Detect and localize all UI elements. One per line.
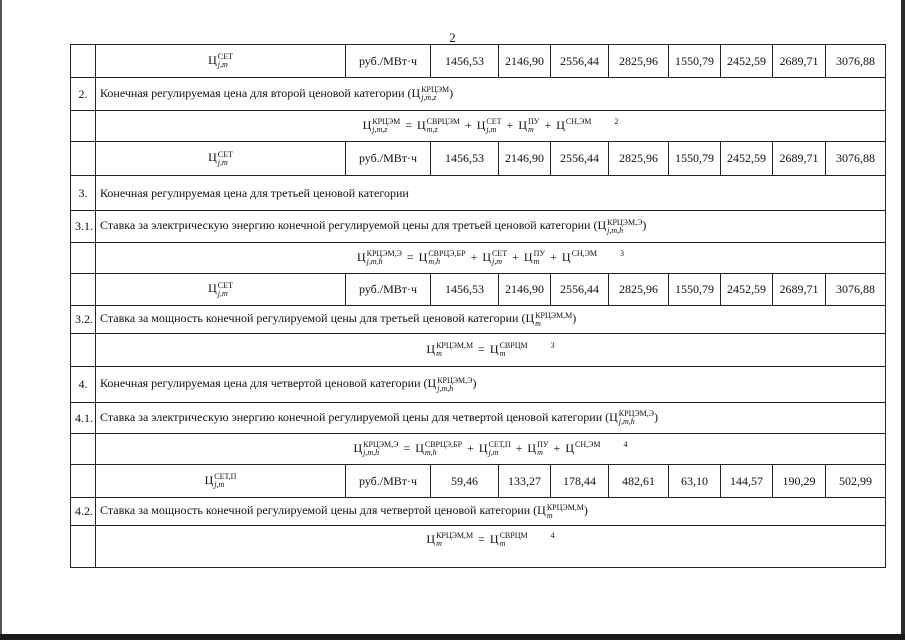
value-cell: 2825,96 — [609, 274, 669, 306]
scan-border-right — [901, 0, 905, 640]
table-row — [71, 45, 886, 78]
value-cell: 2556,44 — [551, 142, 609, 176]
value-cell: 144,57 — [721, 465, 773, 498]
row-number: 4.2. — [71, 498, 96, 526]
table-row — [71, 306, 886, 334]
value-cell: 2452,59 — [721, 274, 773, 306]
value-cell: 2825,96 — [609, 142, 669, 176]
value-cell: 2146,90 — [499, 274, 551, 306]
value-cell: 3076,88 — [826, 142, 886, 176]
value-cell: 2452,59 — [721, 142, 773, 176]
tariff-table — [70, 44, 886, 568]
row-number: 3. — [71, 176, 96, 211]
formula-2: Ц КРЦЭМ j,m,z = Ц СВРЦЭМ m,z + Ц СЕТ j,m + Ц ПУ m + Ц СН,ЭМ $^2$ — [96, 111, 886, 142]
value-cell: 1550,79 — [669, 45, 721, 78]
table-row — [71, 274, 886, 306]
table-row — [71, 211, 886, 243]
unit-cell: руб./МВт·ч — [346, 465, 431, 498]
value-cell: 2146,90 — [499, 142, 551, 176]
footnote-ref: 4 — [550, 531, 555, 540]
row-description: Ставка за мощность конечной регулируемой цены для четвертой ценовой категории (Ц КРЦЭМ,М m ) — [96, 498, 886, 526]
symbol-c-set-jm: Ц СЕТ j,m — [96, 142, 346, 176]
table-row — [71, 498, 886, 526]
table-row — [71, 367, 886, 403]
value-cell: 1456,53 — [431, 45, 499, 78]
row-number: 2. — [71, 78, 96, 111]
value-cell: 178,44 — [551, 465, 609, 498]
row-description: Конечная регулируемая цена для третьей ценовой категории — [96, 176, 886, 211]
value-cell: 482,61 — [609, 465, 669, 498]
scan-border-bottom — [0, 634, 905, 640]
unit-cell: руб./МВт·ч — [346, 142, 431, 176]
value-cell: 133,27 — [499, 465, 551, 498]
value-cell: 1550,79 — [669, 142, 721, 176]
value-cell: 2689,71 — [773, 45, 826, 78]
symbol-c-set-jm: Ц СЕТ j,m — [96, 274, 346, 306]
row-description: Ставка за мощность конечной регулируемой цены для третьей ценовой категории (Ц КРЦЭМ,М m ) — [96, 306, 886, 334]
footnote-ref: 4 — [623, 439, 628, 449]
table-row — [71, 176, 886, 211]
value-cell: 2452,59 — [721, 45, 773, 78]
table-row — [71, 142, 886, 176]
formula-3-2: Ц КРЦЭМ,М m = Ц СВРЦМ m $^3$ — [96, 334, 886, 367]
row-number: 3.1. — [71, 211, 96, 243]
formula-4-1: Ц КРЦЭМ,Э j,m,h = Ц СВРЦЭ,БР m,h + Ц СЕТ,П j,m + Ц ПУ m + Ц СН,ЭМ $^4$ — [96, 434, 886, 465]
formula-row — [71, 434, 886, 465]
value-cell: 2825,96 — [609, 45, 669, 78]
formula-row — [71, 526, 886, 568]
table-row — [71, 403, 886, 434]
scan-border-left — [0, 0, 2, 640]
row-number: 3.2. — [71, 306, 96, 334]
value-cell: 502,99 — [826, 465, 886, 498]
value-cell: 2689,71 — [773, 274, 826, 306]
value-cell: 3076,88 — [826, 45, 886, 78]
table-row — [71, 78, 886, 111]
value-cell: 2689,71 — [773, 142, 826, 176]
row-description: Конечная регулируемая цена для второй ценовой категории (Ц КРЦЭМ j,m,z ) — [96, 78, 886, 111]
row-number-cell — [71, 45, 96, 78]
value-cell: 59,46 — [431, 465, 499, 498]
value-cell: 1456,53 — [431, 274, 499, 306]
page-number: 2 — [449, 30, 456, 45]
footnote-ref: 3 — [550, 340, 555, 350]
footnote-ref: 2 — [614, 116, 619, 126]
row-number: 4. — [71, 367, 96, 403]
unit-cell: руб./МВт·ч — [346, 45, 431, 78]
row-description: Ставка за электрическую энергию конечной регулируемой цены для четвертой ценовой категории (Ц КРЦЭМ,Э j,m,h ) — [96, 403, 886, 434]
value-cell: 1550,79 — [669, 274, 721, 306]
symbol-c-set-p-jm: Ц СЕТ,П j,m — [96, 465, 346, 498]
value-cell: 2556,44 — [551, 45, 609, 78]
symbol-c-set-jm: Ц СЕТ j,m — [96, 45, 346, 78]
value-cell: 1456,53 — [431, 142, 499, 176]
formula-row — [71, 334, 886, 367]
row-description: Ставка за электрическую энергию конечной регулируемой цены для третьей ценовой категории (Ц КРЦЭМ,Э j,m,h ) — [96, 211, 886, 243]
formula-3-1: Ц КРЦЭМ,Э j,m,h = Ц СВРЦЭ,БР m,h + Ц СЕТ j,m + Ц ПУ m + Ц СН,ЭМ $^3$ — [96, 243, 886, 274]
value-cell: 190,29 — [773, 465, 826, 498]
formula-4-2: Ц КРЦЭМ,М m = Ц СВРЦМ m $^4$ — [96, 526, 886, 568]
value-cell: 2556,44 — [551, 274, 609, 306]
unit-cell: руб./МВт·ч — [346, 274, 431, 306]
value-cell: 63,10 — [669, 465, 721, 498]
row-description: Конечная регулируемая цена для четвертой ценовой категории (Ц КРЦЭМ,Э j,m,h ) — [96, 367, 886, 403]
row-number: 4.1. — [71, 403, 96, 434]
table-row — [71, 465, 886, 498]
formula-row — [71, 243, 886, 274]
formula-row — [71, 111, 886, 142]
value-cell: 2146,90 — [499, 45, 551, 78]
footnote-ref: 3 — [620, 248, 625, 258]
value-cell: 3076,88 — [826, 274, 886, 306]
